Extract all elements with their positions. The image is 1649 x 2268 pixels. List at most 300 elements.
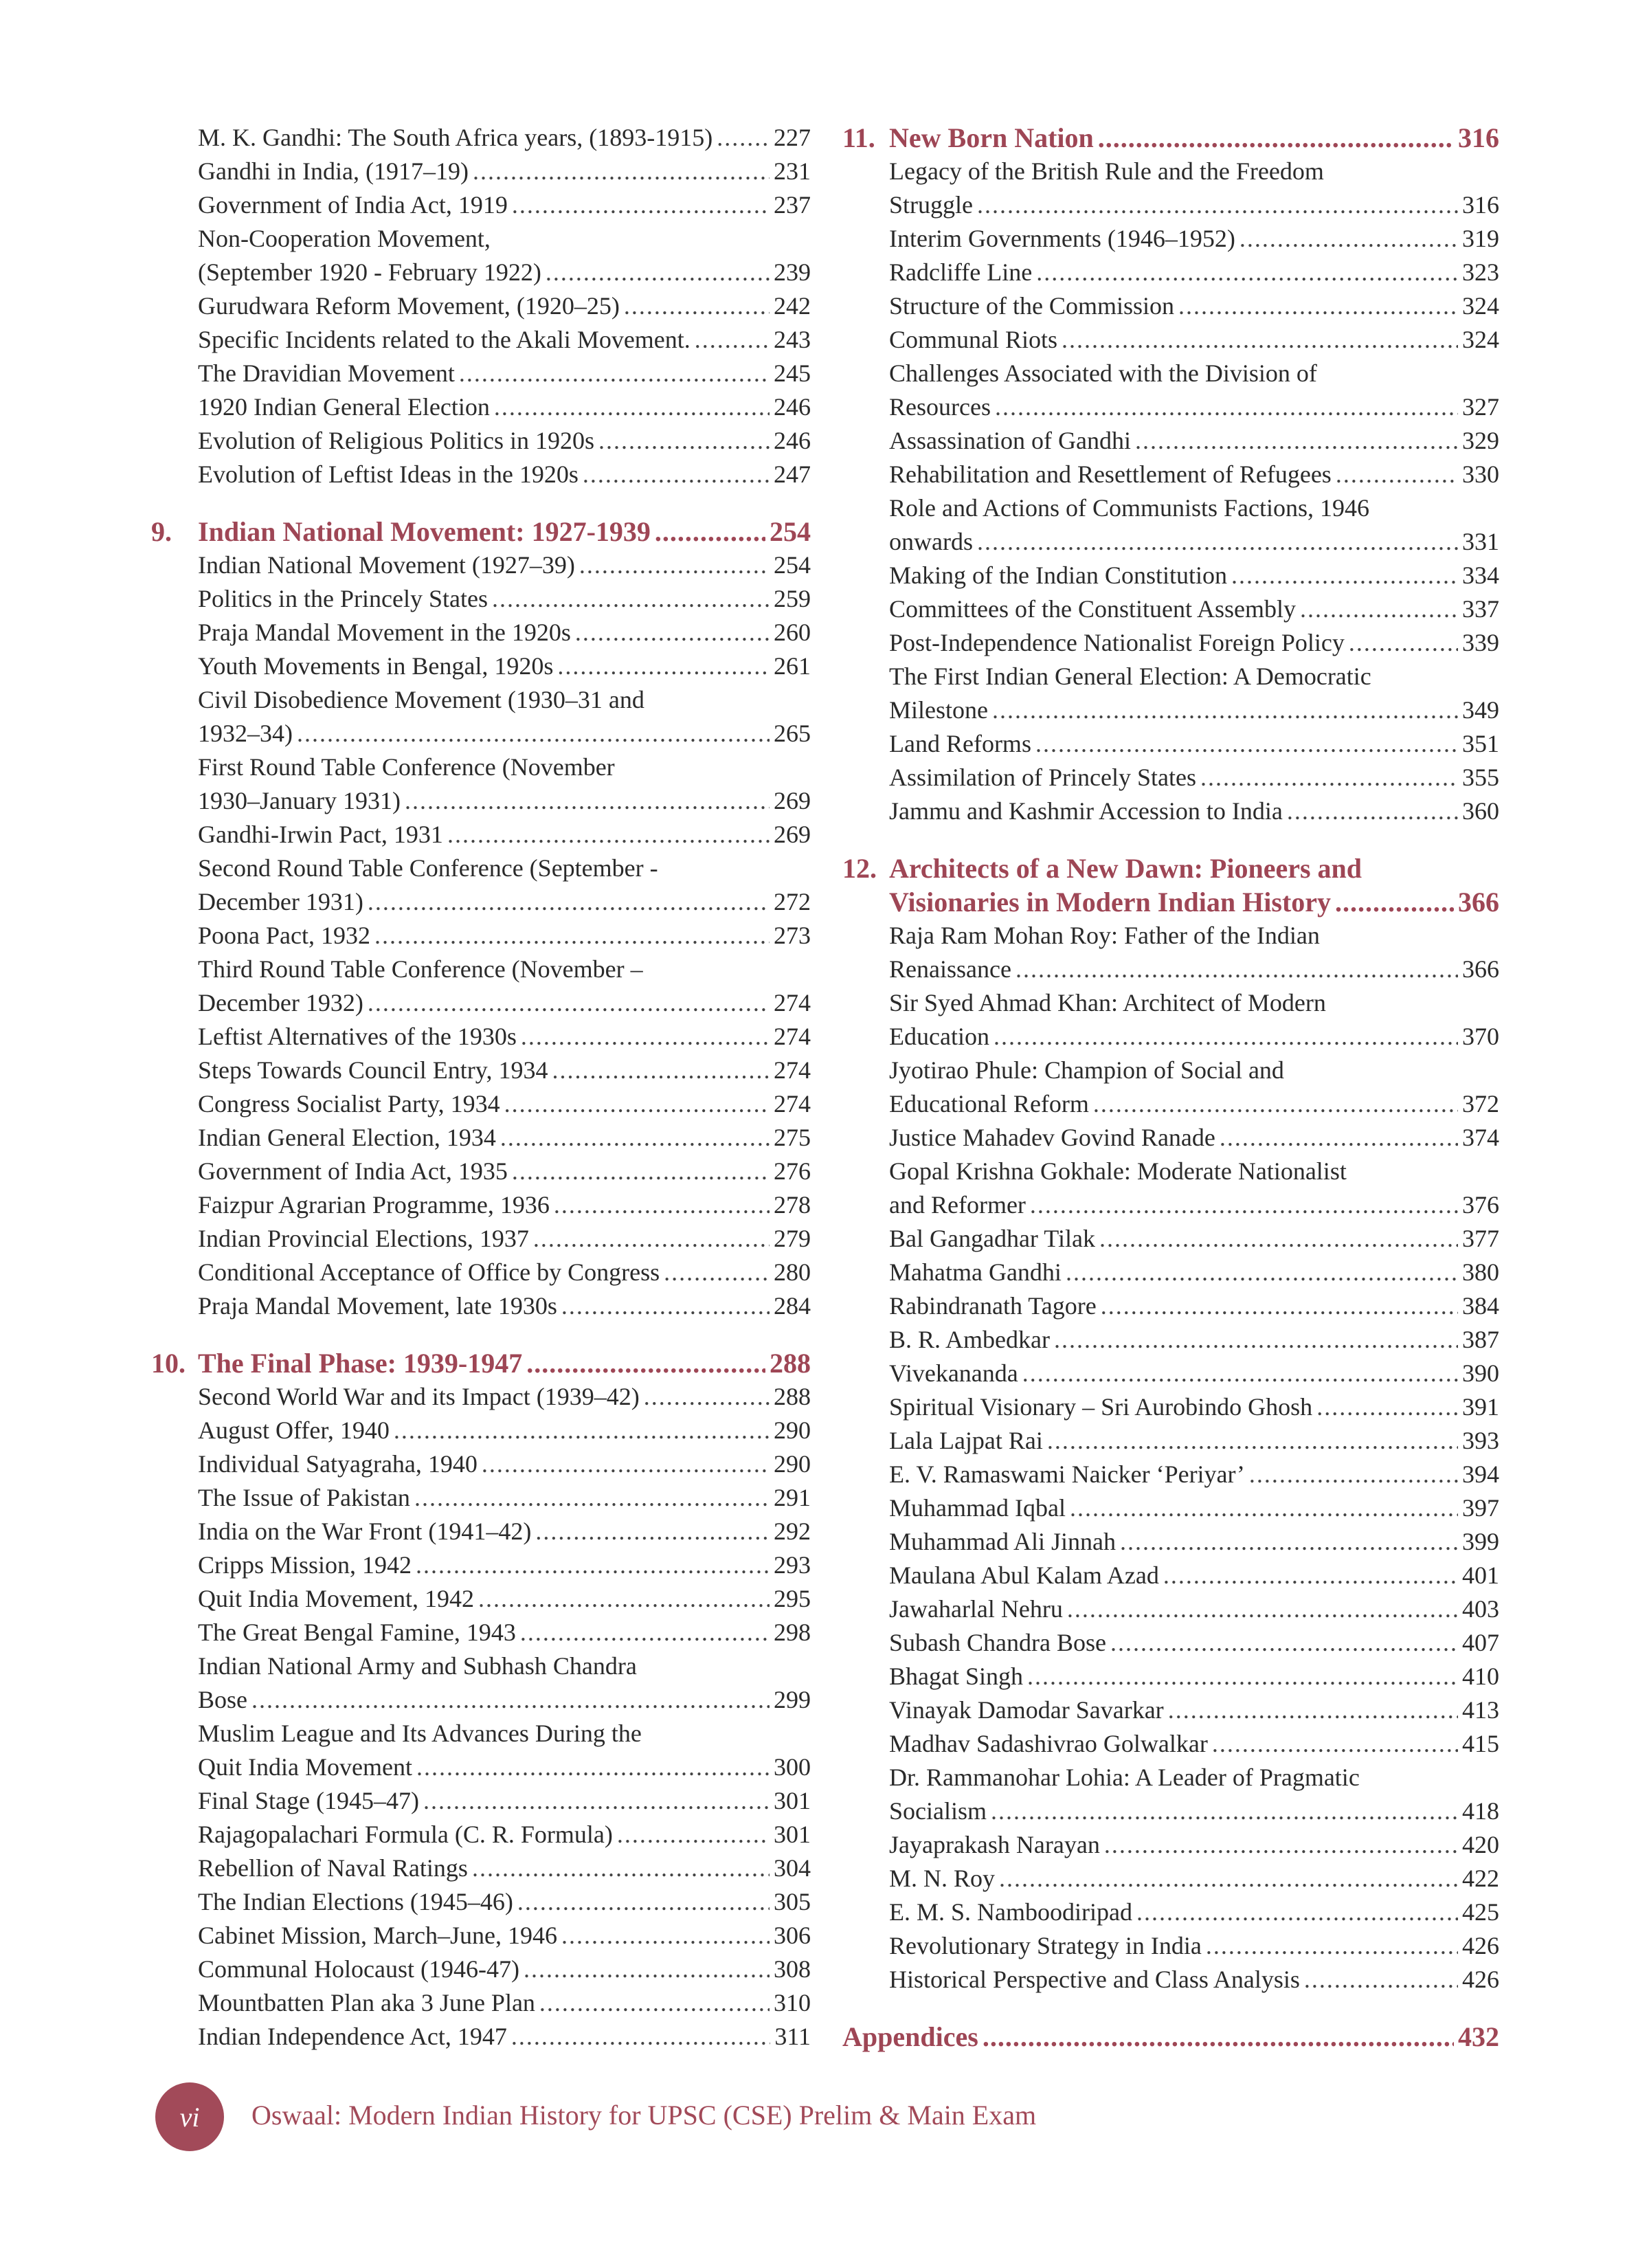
dot-leader [447, 818, 770, 852]
toc-line [198, 424, 811, 458]
toc-entry [842, 1054, 1499, 1121]
toc-line [889, 1592, 1499, 1626]
page-number: 308 [774, 1955, 811, 1983]
page-number: 290 [774, 1416, 811, 1444]
toc-line [889, 1828, 1499, 1862]
dot-leader [414, 1481, 770, 1515]
toc-line [198, 1481, 811, 1515]
toc-line [889, 188, 1499, 222]
dot-leader [504, 1087, 770, 1121]
toc-entry [842, 1828, 1499, 1862]
entry-title: Gandhi in India, (1917–19) [198, 157, 469, 185]
toc-line [198, 1784, 811, 1818]
page-number: 374 [1462, 1124, 1499, 1151]
entry-title: August Offer, 1940 [198, 1416, 390, 1444]
entry-title: Education [889, 1023, 989, 1050]
toc-entry [842, 1256, 1499, 1289]
toc-line [198, 1818, 811, 1852]
dot-leader [664, 1256, 770, 1289]
page-number: 246 [774, 393, 811, 421]
toc-entry [151, 2020, 811, 2054]
page-number: 422 [1462, 1865, 1499, 1892]
entry-title: The Indian Elections (1945–46) [198, 1888, 513, 1915]
toc-entry [151, 818, 811, 852]
dot-leader [473, 155, 770, 188]
toc-line [198, 649, 811, 683]
chapter-title: Visionaries in Modern Indian History [889, 887, 1332, 918]
dot-leader [624, 289, 770, 323]
page-number-badge: vi [155, 2082, 224, 2151]
entry-title: Quit India Movement, 1942 [198, 1585, 474, 1612]
toc-entry [151, 582, 811, 616]
entry-title: Final Stage (1945–47) [198, 1787, 419, 1814]
dot-leader [482, 1447, 770, 1481]
entry-title: 1932–34) [198, 720, 293, 747]
toc-line [889, 1963, 1499, 1997]
dot-leader [524, 1953, 770, 1986]
page-number: 254 [774, 551, 811, 579]
dot-leader [539, 1986, 770, 2020]
dot-leader [251, 1683, 770, 1717]
entry-title: Land Reforms [889, 730, 1031, 757]
page-number: 305 [774, 1888, 811, 1915]
page-number: 274 [774, 989, 811, 1016]
toc-line [198, 1717, 811, 1750]
dot-leader [533, 1222, 770, 1256]
toc-line [889, 222, 1499, 256]
toc-line [889, 1525, 1499, 1559]
dot-leader [1035, 727, 1458, 761]
entry-title: Politics in the Princely States [198, 585, 488, 612]
toc-entry [151, 188, 811, 222]
entry-title: Lala Lajpat Rai [889, 1427, 1043, 1454]
dot-leader [512, 188, 770, 222]
toc-line [198, 1616, 811, 1649]
toc-entry [151, 1852, 811, 1885]
toc-line [889, 289, 1499, 323]
toc-line [198, 1289, 811, 1323]
entry-title: Muslim League and Its Advances During the [198, 1720, 642, 1747]
toc-entry [842, 794, 1499, 828]
dot-leader [557, 649, 770, 683]
toc-entry [151, 1188, 811, 1222]
entry-title: Congress Socialist Party, 1934 [198, 1090, 500, 1118]
toc-line [889, 761, 1499, 794]
page-number: 272 [774, 888, 811, 915]
page-number: 351 [1462, 730, 1499, 757]
toc-entry [151, 1717, 811, 1784]
dot-leader [1036, 256, 1458, 289]
toc-line [198, 1919, 811, 1953]
dot-leader [546, 256, 770, 289]
toc-line [198, 357, 811, 390]
page-number: 377 [1462, 1225, 1499, 1252]
toc-entry [151, 852, 811, 919]
dot-leader [423, 1784, 770, 1818]
toc-entry [151, 1818, 811, 1852]
entry-title: Assassination of Gandhi [889, 427, 1131, 454]
entry-title: Muhammad Ali Jinnah [889, 1528, 1116, 1555]
toc-entry [151, 1222, 811, 1256]
toc-line [889, 1626, 1499, 1660]
toc-line [198, 1515, 811, 1548]
dot-leader [1163, 1559, 1458, 1592]
page-number: 304 [774, 1854, 811, 1882]
page-number: 319 [1462, 225, 1499, 252]
entry-title: Gopal Krishna Gokhale: Moderate Nationalist [889, 1157, 1347, 1185]
toc-entry [842, 1929, 1499, 1963]
toc-chapter-heading [842, 2020, 1499, 2054]
entry-title: Interim Governments (1946–1952) [889, 225, 1235, 252]
toc-entry [842, 155, 1499, 222]
page-number: 243 [774, 326, 811, 353]
chapter-title: New Born Nation [889, 122, 1094, 153]
toc-line [889, 1256, 1499, 1289]
toc-line [198, 390, 811, 424]
toc-entry [842, 626, 1499, 660]
entry-title: Rebellion of Naval Ratings [198, 1854, 468, 1882]
toc-line [198, 683, 811, 717]
page-number: 269 [774, 821, 811, 848]
toc-line [889, 693, 1499, 727]
chapter-number: 9. [151, 516, 172, 547]
entry-title: Jammu and Kashmir Accession to India [889, 797, 1283, 825]
toc-entry [842, 424, 1499, 458]
dot-leader [552, 1054, 770, 1087]
toc-entry [842, 222, 1499, 256]
dot-leader [1220, 1121, 1458, 1155]
entry-title: Jyotirao Phule: Champion of Social and [889, 1056, 1284, 1084]
page-number: 394 [1462, 1460, 1499, 1488]
entry-title: Rajagopalachari Formula (C. R. Formula) [198, 1821, 613, 1848]
entry-title: Vinayak Damodar Savarkar [889, 1696, 1164, 1724]
page-number: 246 [774, 427, 811, 454]
page-number: 415 [1462, 1730, 1499, 1757]
toc-line [889, 357, 1499, 390]
toc-entry [151, 1256, 811, 1289]
toc-line [889, 1458, 1499, 1491]
dot-leader [1287, 794, 1458, 828]
dot-leader [1168, 1693, 1458, 1727]
entry-title: Youth Movements in Bengal, 1920s [198, 652, 554, 680]
entry-title: onwards [889, 528, 973, 555]
toc-entry [842, 1559, 1499, 1592]
entry-title: Vivekananda [889, 1359, 1018, 1387]
dot-leader [492, 582, 770, 616]
dot-leader [575, 616, 770, 649]
toc-entry [842, 761, 1499, 794]
page-number: 403 [1462, 1595, 1499, 1623]
entry-title: (September 1920 - February 1922) [198, 258, 541, 286]
entry-title: E. V. Ramaswami Naicker ‘Periyar’ [889, 1460, 1245, 1488]
entry-title: Assimilation of Princely States [889, 764, 1196, 791]
entry-title: First Round Table Conference (November [198, 753, 615, 781]
page-number: 426 [1462, 1966, 1499, 1993]
entry-title: India on the War Front (1941–42) [198, 1517, 532, 1545]
page-number: 370 [1462, 1023, 1499, 1050]
entry-title: Dr. Rammanohar Lohia: A Leader of Pragmatic [889, 1764, 1360, 1791]
dot-leader [695, 323, 770, 357]
entry-title: Socialism [889, 1797, 987, 1825]
toc-line [889, 323, 1499, 357]
page-number: 390 [1462, 1359, 1499, 1387]
toc-chapter-heading [842, 852, 1499, 919]
entry-title: Radcliffe Line [889, 258, 1033, 286]
toc-entry [842, 1155, 1499, 1222]
entry-title: Mahatma Gandhi [889, 1258, 1062, 1286]
entry-title: Bose [198, 1686, 247, 1713]
page-number: 275 [774, 1124, 811, 1151]
entry-title: Jayaprakash Narayan [889, 1831, 1100, 1858]
dot-leader [478, 1582, 770, 1616]
entry-title: Praja Mandal Movement in the 1920s [198, 619, 571, 646]
toc-entry [151, 222, 811, 289]
dot-leader [1178, 289, 1458, 323]
page-number: 293 [774, 1551, 811, 1579]
toc-line [889, 1929, 1499, 1963]
toc-entry [842, 727, 1499, 761]
dot-leader [717, 121, 770, 155]
toc-line [889, 986, 1499, 1020]
toc-line [889, 1727, 1499, 1761]
toc-line [198, 986, 811, 1020]
toc-entry [842, 1525, 1499, 1559]
toc-line [198, 885, 811, 919]
toc-line [198, 256, 811, 289]
entry-title: Government of India Act, 1935 [198, 1157, 508, 1185]
dot-leader [1206, 1929, 1458, 1963]
dot-leader [1336, 458, 1458, 491]
toc-entry [151, 1784, 811, 1818]
toc-line [198, 289, 811, 323]
book-title: Oswaal: Modern Indian History for UPSC (CSE) Prelim & Main Exam [251, 2100, 1037, 2131]
toc-entry [151, 357, 811, 390]
dot-leader [1212, 1727, 1458, 1761]
toc-line [889, 559, 1499, 592]
toc-line [198, 1256, 811, 1289]
toc-line [889, 1020, 1499, 1054]
dot-leader [1070, 1491, 1458, 1525]
dot-leader [394, 1414, 770, 1447]
page-number: 418 [1462, 1797, 1499, 1825]
toc-entry [842, 1289, 1499, 1323]
dot-leader [1231, 559, 1458, 592]
toc-line [889, 1357, 1499, 1390]
entry-title: Gurudwara Reform Movement, (1920–25) [198, 292, 620, 320]
page-number: 247 [774, 460, 811, 488]
entry-title: B. R. Ambedkar [889, 1326, 1050, 1353]
toc-line [198, 1750, 811, 1784]
page-number: 269 [774, 787, 811, 814]
toc-line [198, 616, 811, 649]
toc-entry [151, 683, 811, 751]
page-number: 291 [774, 1484, 811, 1511]
dot-leader [1066, 1256, 1458, 1289]
entry-title: Faizpur Agrarian Programme, 1936 [198, 1191, 550, 1219]
toc-entry [151, 1919, 811, 1953]
dot-leader [1135, 424, 1458, 458]
toc-right-column [842, 121, 1499, 2054]
dot-leader [994, 1020, 1458, 1054]
toc-line [889, 1121, 1499, 1155]
page-number: 259 [774, 585, 811, 612]
page-number: 279 [774, 1225, 811, 1252]
page-number: 300 [774, 1753, 811, 1781]
toc-line [889, 1862, 1499, 1895]
toc-line [889, 1559, 1499, 1592]
dot-leader [995, 390, 1458, 424]
toc-line [889, 1087, 1499, 1121]
toc-line [198, 1121, 811, 1155]
toc-line [889, 1761, 1499, 1794]
page-number: 239 [774, 258, 811, 286]
chapter-title: Indian National Movement: 1927-1939 [198, 516, 651, 547]
dot-leader [1022, 1357, 1458, 1390]
toc-line [198, 953, 811, 986]
toc-line [889, 1222, 1499, 1256]
toc-entry [151, 1121, 811, 1155]
dot-leader [1062, 323, 1458, 357]
toc-line [198, 751, 811, 784]
dot-leader [554, 1188, 770, 1222]
entry-title: Struggle [889, 191, 973, 219]
chapter-number: 12. [842, 853, 877, 884]
entry-title: The Dravidian Movement [198, 359, 455, 387]
dot-leader [459, 357, 770, 390]
page-number: 311 [774, 2023, 811, 2050]
toc-line [198, 222, 811, 256]
toc-line [198, 1222, 811, 1256]
entry-title: Second Round Table Conference (September - [198, 854, 658, 882]
dot-leader [1136, 1895, 1458, 1929]
page-number: 316 [1458, 122, 1499, 153]
dot-leader [517, 1885, 770, 1919]
toc-entry [842, 592, 1499, 626]
page-number: 273 [774, 922, 811, 949]
toc-line [198, 188, 811, 222]
toc-line [889, 155, 1499, 188]
entry-title: Bhagat Singh [889, 1663, 1023, 1690]
toc-chapter-heading [151, 1346, 811, 1380]
toc-line [889, 660, 1499, 693]
entry-title: Revolutionary Strategy in India [889, 1932, 1202, 1959]
page-number: 330 [1462, 460, 1499, 488]
toc-line [198, 121, 811, 155]
toc-entry [151, 390, 811, 424]
entry-title: December 1931) [198, 888, 363, 915]
entry-title: Maulana Abul Kalam Azad [889, 1561, 1159, 1589]
page-number: 401 [1462, 1561, 1499, 1589]
entry-title: Quit India Movement [198, 1753, 412, 1781]
entry-title: Justice Mahadev Govind Ranade [889, 1124, 1215, 1151]
dot-leader [583, 458, 770, 491]
page-number: 407 [1462, 1629, 1499, 1656]
toc-entry [842, 1323, 1499, 1357]
entry-title: Structure of the Commission [889, 292, 1174, 320]
entry-title: M. K. Gandhi: The South Africa years, (1893-1915) [198, 124, 713, 151]
entry-title: Cabinet Mission, March–June, 1946 [198, 1922, 557, 1949]
toc-entry [842, 1592, 1499, 1626]
toc-entry [151, 1447, 811, 1481]
toc-entry [842, 289, 1499, 323]
toc-line [889, 491, 1499, 525]
entry-title: E. M. S. Namboodiripad [889, 1898, 1132, 1926]
toc-line [198, 1155, 811, 1188]
entry-title: Cripps Mission, 1942 [198, 1551, 412, 1579]
dot-leader [1101, 1289, 1458, 1323]
page-number: 278 [774, 1191, 811, 1219]
page-number: 265 [774, 720, 811, 747]
toc-line [889, 525, 1499, 559]
entry-title: Renaissance [889, 955, 1011, 983]
entry-title: Resources [889, 393, 991, 421]
page-number: 288 [770, 1348, 811, 1379]
chapter-title: Appendices [842, 2021, 978, 2052]
toc-entry [151, 616, 811, 649]
page-number: 231 [774, 157, 811, 185]
page-number: 372 [1462, 1090, 1499, 1118]
toc-line [198, 1852, 811, 1885]
page-number: 391 [1462, 1393, 1499, 1421]
dot-leader [1054, 1323, 1458, 1357]
toc-entry [842, 1693, 1499, 1727]
toc-line [889, 885, 1499, 919]
toc-line [198, 1953, 811, 1986]
toc-entry [151, 1481, 811, 1515]
entry-title: Committees of the Constituent Assembly [889, 595, 1296, 623]
page-number: 329 [1462, 427, 1499, 454]
entry-title: Government of India Act, 1919 [198, 191, 508, 219]
toc-line [198, 155, 811, 188]
toc-entry [151, 953, 811, 1020]
toc-entry [842, 1862, 1499, 1895]
toc-entry [842, 1424, 1499, 1458]
toc-line [198, 784, 811, 818]
toc-entry [842, 1895, 1499, 1929]
page-number: 237 [774, 191, 811, 219]
toc-line [198, 1986, 811, 2020]
dot-leader [535, 1515, 770, 1548]
dot-leader [520, 1616, 770, 1649]
dot-leader [1098, 121, 1454, 155]
entry-title: Milestone [889, 696, 988, 724]
dot-leader [983, 2020, 1454, 2054]
toc-line [198, 1582, 811, 1616]
toc-entry [151, 1155, 811, 1188]
entry-title: Muhammad Iqbal [889, 1494, 1066, 1522]
dot-leader [1016, 953, 1458, 986]
toc-entry [842, 1121, 1499, 1155]
page-number: 316 [1462, 191, 1499, 219]
entry-title: Making of the Indian Constitution [889, 562, 1227, 589]
entry-title: Madhav Sadashivrao Golwalkar [889, 1730, 1208, 1757]
toc-entry [151, 548, 811, 582]
entry-title: Indian National Army and Subhash Chandra [198, 1652, 637, 1680]
entry-title: Third Round Table Conference (November – [198, 955, 643, 983]
dot-leader [1239, 222, 1458, 256]
toc-entry [842, 256, 1499, 289]
toc-line [889, 1491, 1499, 1525]
dot-leader [472, 1852, 770, 1885]
page-number: 301 [774, 1787, 811, 1814]
entry-title: Civil Disobedience Movement (1930–31 and [198, 686, 644, 713]
toc-line [198, 1054, 811, 1087]
toc-line [889, 626, 1499, 660]
entry-title: Rabindranath Tagore [889, 1292, 1097, 1320]
dot-leader [561, 1289, 770, 1323]
entry-title: Individual Satyagraha, 1940 [198, 1450, 478, 1478]
toc-line [889, 1323, 1499, 1357]
